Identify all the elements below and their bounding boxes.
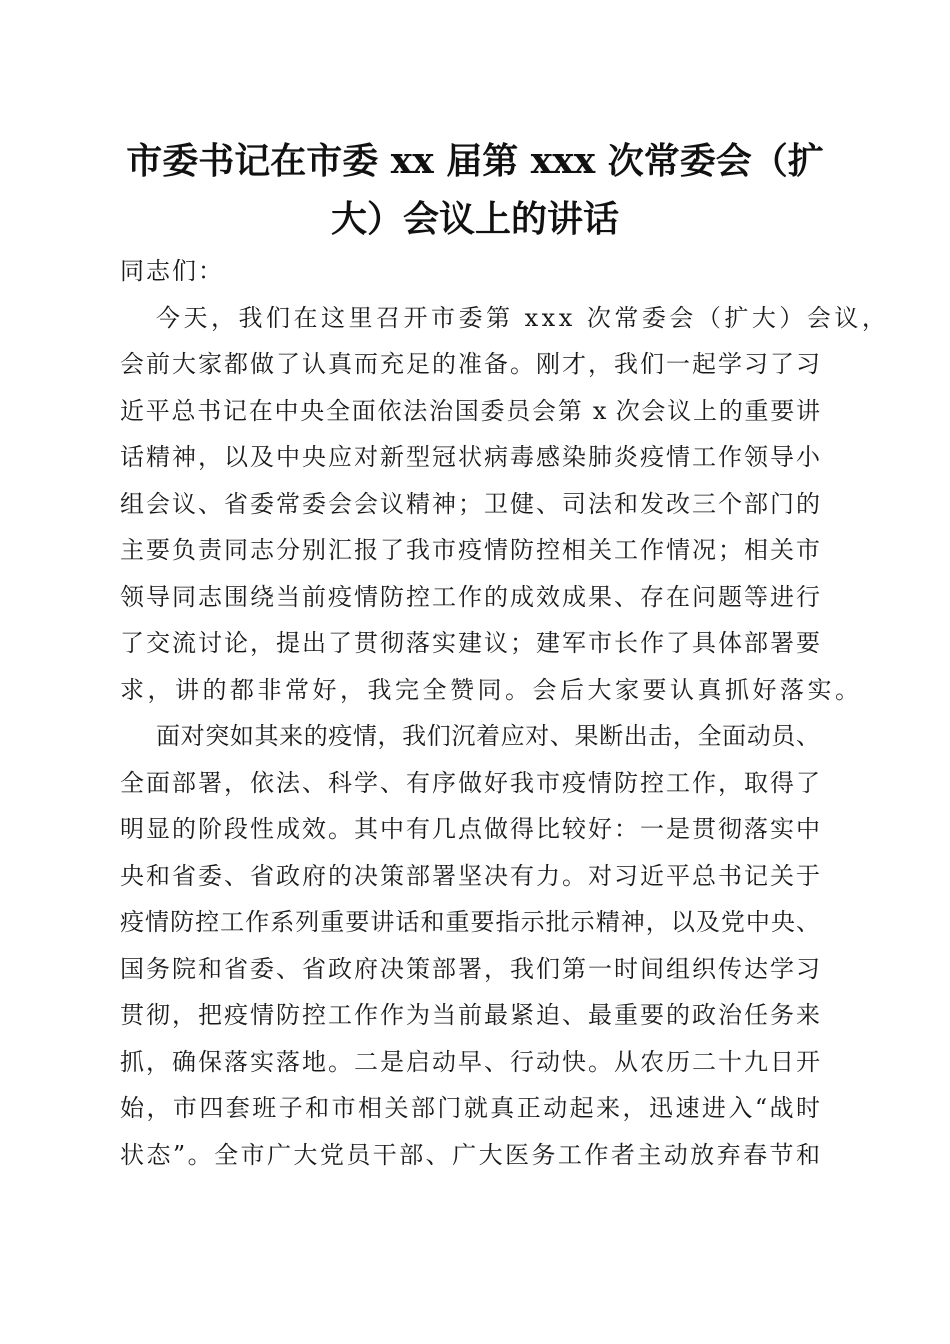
paragraph-line: 今天，我们在这里召开市委第 xxx 次常委会（扩大）会议，	[156, 303, 890, 332]
paragraph-line: 疫情防控工作系列重要讲话和重要指示批示精神，以及党中央、	[120, 908, 820, 936]
paragraph-line: 状态”。全市广大党员干部、广大医务工作者主动放弃春节和	[120, 1140, 820, 1169]
paragraph-line: 明显的阶段性成效。其中有几点做得比较好：一是贯彻落实中	[120, 815, 820, 843]
greeting: 同志们：	[120, 257, 224, 285]
paragraph-line: 会前大家都做了认真而充足的准备。刚才，我们一起学习了习	[120, 350, 820, 378]
paragraph-line: 求，讲的都非常好，我完全赞同。会后大家要认真抓好落实。	[120, 675, 863, 704]
paragraph-line: 了交流讨论，提出了贯彻落实建议；建军市长作了具体部署要	[120, 629, 820, 657]
paragraph-line: 始，市四套班子和市相关部门就真正动起来，迅速进入“战时	[120, 1094, 820, 1122]
title-line-2: 大）会议上的讲话	[330, 198, 619, 240]
document-body	[120, 248, 890, 1178]
paragraph-line: 组会议、省委常委会会议精神；卫健、司法和发改三个部门的	[120, 489, 820, 518]
paragraph-line: 领导同志围绕当前疫情防控工作的成效成果、存在问题等进行	[120, 582, 820, 611]
paragraph-line: 近平总书记在中央全面依法治国委员会第 x 次会议上的重要讲	[120, 396, 820, 425]
paragraph-line: 国务院和省委、省政府决策部署，我们第一时间组织传达学习	[120, 954, 820, 983]
paragraph-line: 抓，确保落实落地。二是启动早、行动快。从农历二十九日开	[120, 1047, 820, 1076]
paragraph-line: 央和省委、省政府的决策部署坚决有力。对习近平总书记关于	[120, 861, 820, 890]
paragraph-line: 面对突如其来的疫情，我们沉着应对、果断出击，全面动员、	[156, 722, 820, 750]
paragraph-line: 话精神，以及中央应对新型冠状病毒感染肺炎疫情工作领导小	[120, 443, 820, 471]
paragraph-line: 贯彻，把疫情防控工作作为当前最紧迫、最重要的政治任务来	[120, 1001, 820, 1029]
document-title	[120, 132, 830, 248]
paragraph-line: 主要负责同志分别汇报了我市疫情防控相关工作情况；相关市	[120, 536, 820, 564]
title-line-1: 市委书记在市委 xx 届第 xxx 次常委会（扩	[126, 140, 824, 182]
paragraph-line: 全面部署，依法、科学、有序做好我市疫情防控工作，取得了	[120, 768, 820, 797]
